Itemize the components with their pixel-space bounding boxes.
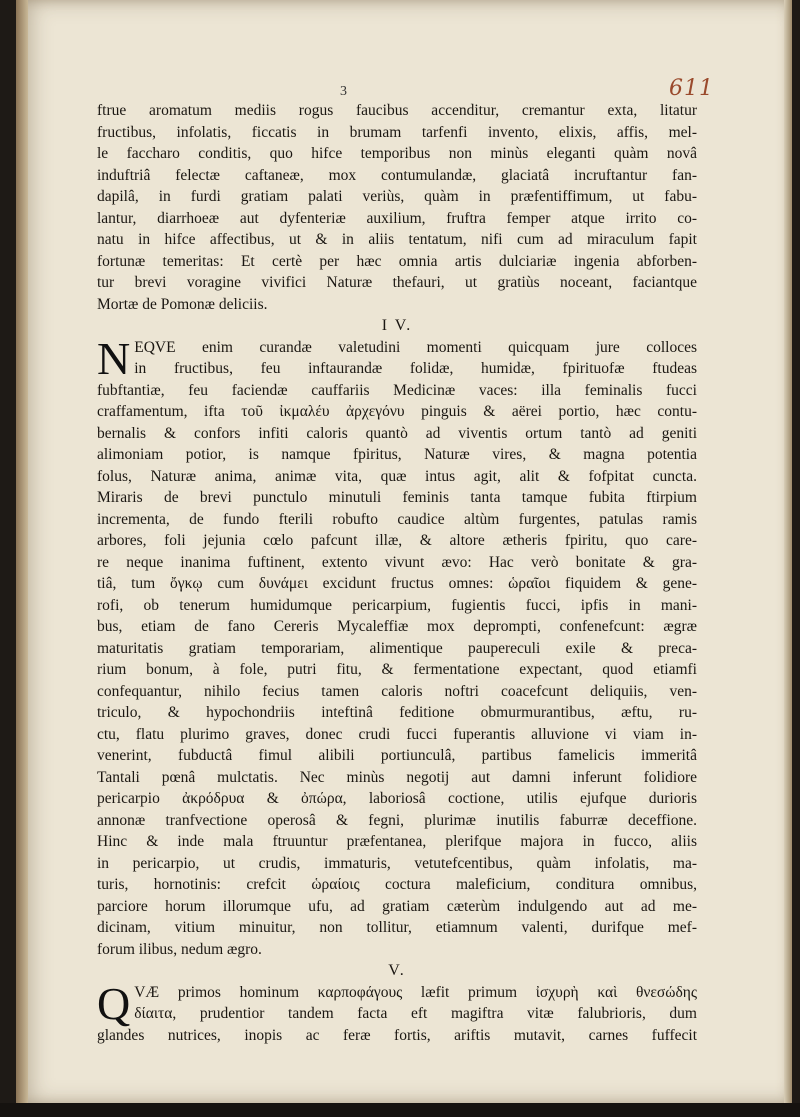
text-line: rium bonum, à fole, putri fitu, & fermentatione expectant, quod etiamfi: [97, 661, 697, 678]
text-line: dapilâ, in furdi gratiam palati veriùs, quàm in præfentiffimum, ut fabu-: [97, 188, 697, 205]
text-line: bus, etiam de fano Cereris Mycaleffiæ mox deprompti, confenefcunt: ægræ: [97, 618, 697, 635]
text-line: glandes nutrices, inopis ac feræ fortis, ariftis mutavit, carnes fuffecit: [97, 1026, 697, 1044]
text-line: craffamentum, ifta τοῦ ἰκμαλέυ ἀρχεγόνυ pinguis & aërei portio, hæc contu-: [97, 403, 697, 420]
text-line: fubftantiæ, feu faciendæ cauffariis Medicinæ vaces: illa feminalis fucci: [97, 381, 697, 399]
scan-border: [0, 1103, 800, 1117]
text-line: pericarpio ἀκρόδρυα & ὀπώρα, laboriosâ coctione, utilis ejufque durioris: [97, 790, 697, 807]
text-line: bernalis & confors infiti caloris quantò ad viventis ortum tantò ad geniti: [97, 424, 697, 442]
text-line: ftrue aromatum mediis rogus faucibus accenditur, cremantur exta, litatur: [97, 102, 697, 119]
page-gutter: [16, 0, 28, 1104]
text-line: annonæ tranfvectione operosâ & fegni, plurimæ inutilis faburræ deceffione.: [97, 811, 697, 829]
text-line: fructibus, infolatis, ficcatis in brumam tarfenfi invento, elixis, affis, mel-: [97, 123, 697, 141]
text-line: fortunæ temeritas: Et certè per hæc omnia artis dulciariæ ingenia abforben-: [97, 252, 697, 270]
text-line: lantur, diarrhoeæ aut dyfenteriæ auxilium, fruftra femper atque irrito co-: [97, 209, 697, 227]
text-line: Tantali pœnâ mulctatis. Nec minùs negotij aut damni inferunt folidiore: [97, 768, 697, 786]
section-heading-iv: I V.: [381, 317, 413, 334]
text-line: re neque inanima fuftinent, extento vivunt ævo: Hac verò bonitate & gra-: [97, 553, 697, 571]
text-line: natu in hifce affectibus, ut & in aliis tentatum, nifi cum ad miraculum fapit: [97, 231, 697, 248]
text-line: VÆ primos hominum καρποφάγους læfit primum ἰσχυρὴ καὶ θνεσώδης: [134, 983, 697, 1001]
text-line: tiâ, tum ὄγκῳ cum δυνάμει excidunt fructus omnes: ὡραῖοι fiquidem & gene-: [97, 575, 697, 592]
text-line: Miraris de brevi punctulo minutuli feminis tanta tamque fubita ftirpium: [97, 489, 697, 506]
paragraph-1: [97, 100, 697, 315]
text-line: confequantur, nihilo fecius tamen caloris noftri coacefcunt deliquiis, ven-: [97, 682, 697, 700]
text-line: parciore horum illorumque ufu, ad gratiam cæterùm indulgendo aut ad me-: [97, 897, 697, 915]
text-line: dicinam, vitium minuitur, non tollitur, etiamnum valenti, durifque mef-: [97, 919, 697, 936]
text-line: le faccharo conditis, quo hifce temporibus non minùs eleganti quàm novâ: [97, 145, 697, 162]
text-line: forum ilibus, nedum ægro.: [97, 940, 262, 958]
text-line: in fructibus, feu inftaurandæ folidæ, humidæ, fpirituofæ ftudeas: [134, 360, 697, 377]
text-line: ctu, flatu plurimo graves, donec crudi fucci fuperantis alluvione vi viam in-: [97, 725, 697, 743]
text-line: triculo, & hypochondriis inteftinâ feditione obmurmurantibus, æftu, ru-: [97, 704, 697, 721]
folio-mark: 3: [340, 84, 347, 99]
text-line: δίαιτα, prudentior tandem facta eft magiftra vitæ falubrioris, dum: [134, 1005, 697, 1022]
drop-cap: N: [97, 336, 131, 384]
text-line: Hinc & inde mala ftruuntur præfentanea, plerifque majora in fucco, aliis: [97, 833, 697, 850]
text-line: rofi, ob tenerum humidumque pericarpium, fugientis fucci, ipfis in mani-: [97, 596, 697, 614]
text-line: incrementa, de fundo fterili robufto caudice altùm furgentes, patulas ramis: [97, 510, 697, 528]
text-line: venerint, fubductâ fimul alibili portiunculâ, partibus famelicis immeritâ: [97, 747, 697, 764]
text-line: in pericarpio, ut crudis, immaturis, vetutefcentibus, quàm infolatis, ma-: [97, 854, 697, 872]
drop-cap: Q: [97, 981, 131, 1029]
text-line: Mortæ de Pomonæ deliciis.: [97, 295, 268, 313]
paragraph-2: [97, 337, 697, 961]
page-edge: [784, 0, 792, 1104]
text-line: turis, hornotinis: crefcit ὡραίοις coctura maleficium, conditura omnibus,: [97, 876, 697, 893]
handwritten-page-number: 611: [669, 76, 714, 101]
text-line: arbores, foli jejunia cœlo pafcunt illæ, & altore ætheris fpiritu, quo care-: [97, 532, 697, 549]
text-line: maturitatis gratiam temporariam, alimentique paupereculi exile & preca-: [97, 639, 697, 657]
text-line: EQVE enim curandæ valetudini momenti quicquam jure colloces: [134, 338, 697, 356]
text-line: folus, Naturæ anima, animæ vita, quæ intus agit, alit & fofpitat cuncta.: [97, 467, 697, 485]
paragraph-3: [97, 982, 697, 1047]
text-line: alimoniam potior, is namque fpiritus, Naturæ vires, & magna potentia: [97, 446, 697, 463]
text-line: induftriâ felectæ caftaneæ, mox contumulandæ, glaciatâ incruftantur fan-: [97, 166, 697, 184]
body-text: [97, 100, 697, 1046]
section-heading-v: V.: [388, 962, 406, 979]
text-line: tur brevi voragine vivifici Naturæ thefauri, ut gratiùs noceant, faciantque: [97, 274, 697, 291]
